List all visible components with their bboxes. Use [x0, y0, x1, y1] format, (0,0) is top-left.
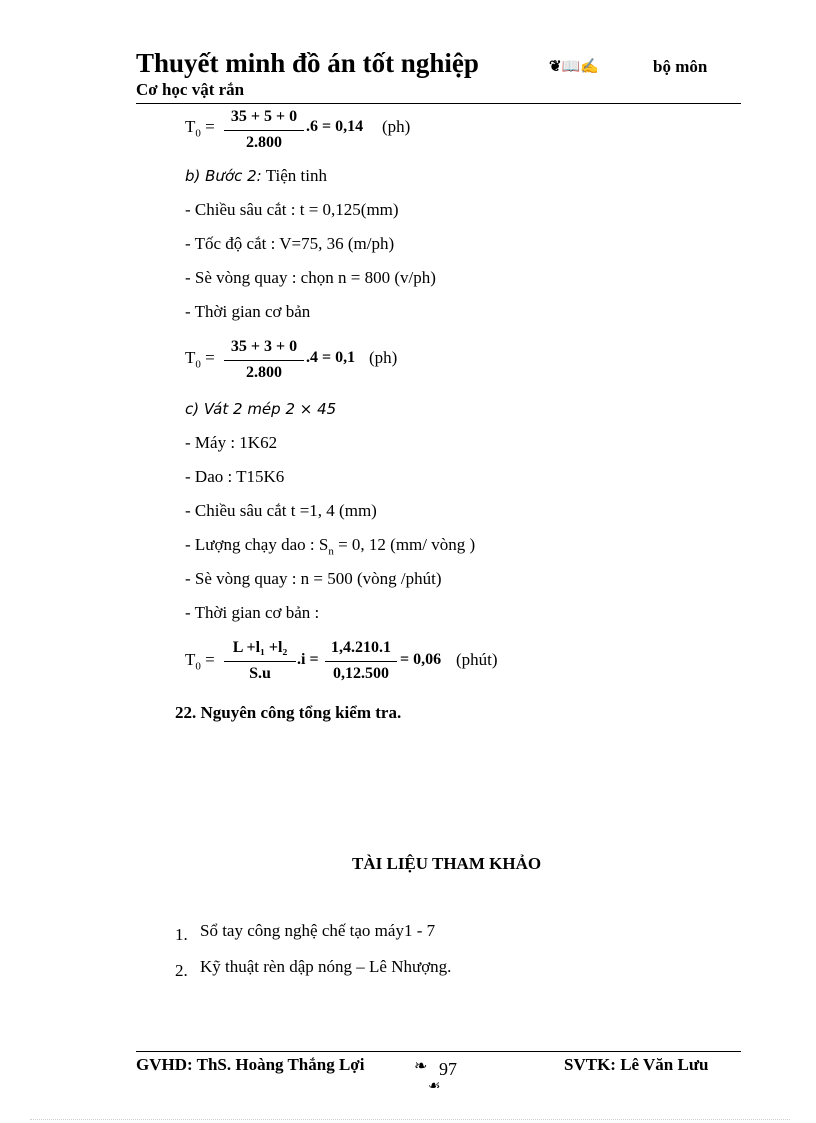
eq3-denominator-2: 0,12.500 [333, 665, 389, 682]
eq3-numerator-2: 1,4.210.1 [331, 639, 391, 656]
stepc-line: - Sè vòng quay : n = 500 (vòng /phút) [185, 569, 442, 588]
eq2-numerator: 35 + 3 + 0 [230, 338, 298, 355]
page-number: 97 [439, 1059, 457, 1079]
stepc-feed-line [185, 535, 475, 557]
eq2-lhs: T [185, 348, 196, 367]
eq2-denominator: 2.800 [246, 364, 282, 381]
eq3-lhs: T [185, 650, 196, 669]
eq2-unit: (ph) [369, 348, 398, 367]
step2-heading [185, 166, 327, 186]
document-title: Thuyết minh đồ án tốt nghiệp [136, 48, 479, 78]
eq1-numerator: 35 + 5 + 0 [230, 108, 298, 125]
step2-line: - Tốc độ cắt : V=75, 36 (m/ph) [185, 234, 395, 253]
feed-sub: n [328, 545, 334, 558]
reference-text: Kỹ thuật rèn dập nóng – Lê Nhượng. [200, 957, 452, 976]
reference-number: 2. [175, 961, 188, 980]
eq1-denominator: 2.800 [246, 134, 282, 151]
eq3-lhs-sub: 0 [195, 660, 201, 673]
footer-advisor: GVHD: ThS. Hoàng Thắng Lợi [136, 1055, 365, 1074]
eq3-multiplier: .i = [297, 651, 319, 668]
eq3-fraction-bar-2 [325, 661, 397, 662]
step2-line: - Chiều sâu cắt : t = 0,125(mm) [185, 200, 399, 219]
stepc-line: - Máy : 1K62 [185, 433, 278, 452]
stepc-line: - Dao : T15K6 [185, 467, 285, 486]
stepc-heading: c) Vát 2 mép 2 × 45 [185, 400, 337, 418]
step2-line: - Thời gian cơ bản [185, 302, 311, 321]
eq2-result: .4 = 0,1 [306, 349, 356, 366]
step2-name: Tiện tinh [265, 166, 327, 185]
reference-text: Sổ tay công nghệ chế tạo máy1 - 7 [200, 921, 436, 940]
reference-item [175, 921, 436, 944]
footer-rule [136, 1051, 741, 1052]
eq1-unit: (ph) [382, 117, 411, 136]
step2-label: b) Bước 2: [185, 167, 262, 185]
eq1-fraction-bar [224, 130, 304, 131]
section-22-heading: 22. Nguyên công tổng kiểm tra. [175, 703, 402, 722]
page-ornament-icon: ❧ [414, 1058, 428, 1075]
eq1-result: .6 = 0,14 [306, 118, 364, 135]
step2-line: - Sè vòng quay : chọn n = 800 (v/ph) [185, 268, 436, 287]
footer-student: SVTK: Lê Văn Lưu [564, 1055, 709, 1074]
eq1-lhs: T [185, 117, 196, 136]
header-rule [136, 103, 741, 104]
department-label: bộ môn [653, 57, 708, 76]
stepc-line: - Thời gian cơ bản : [185, 603, 320, 622]
stepc-line: - Chiều sâu cắt t =1, 4 (mm) [185, 501, 377, 520]
eq3-fraction-bar-1 [224, 661, 296, 662]
eq2-fraction-bar [224, 360, 304, 361]
reference-item [175, 957, 452, 980]
page-ornament-bottom-icon: ☙ [428, 1079, 441, 1094]
eq1-lhs-sub: 0 [195, 127, 201, 140]
page-bottom-divider [30, 1119, 790, 1120]
reference-number: 1. [175, 925, 188, 944]
book-ornament-icon: ❦📖✍ [549, 59, 599, 75]
eq2-lhs-sub: 0 [195, 358, 201, 371]
feed-prefix: - Lượng chạy dao : S [185, 535, 329, 554]
feed-suffix: = 0, 12 (mm/ vòng ) [333, 535, 476, 554]
eq3-result: = 0,06 [400, 651, 442, 668]
eq3-numerator-1: L +l₁ +l₂ [232, 639, 288, 656]
references-title: TÀI LIỆU THAM KHẢO [352, 854, 542, 873]
document-subtitle: Cơ học vật rắn [136, 80, 245, 99]
eq3-denominator-1: S.u [249, 665, 271, 682]
eq3-unit: (phút) [456, 650, 498, 669]
